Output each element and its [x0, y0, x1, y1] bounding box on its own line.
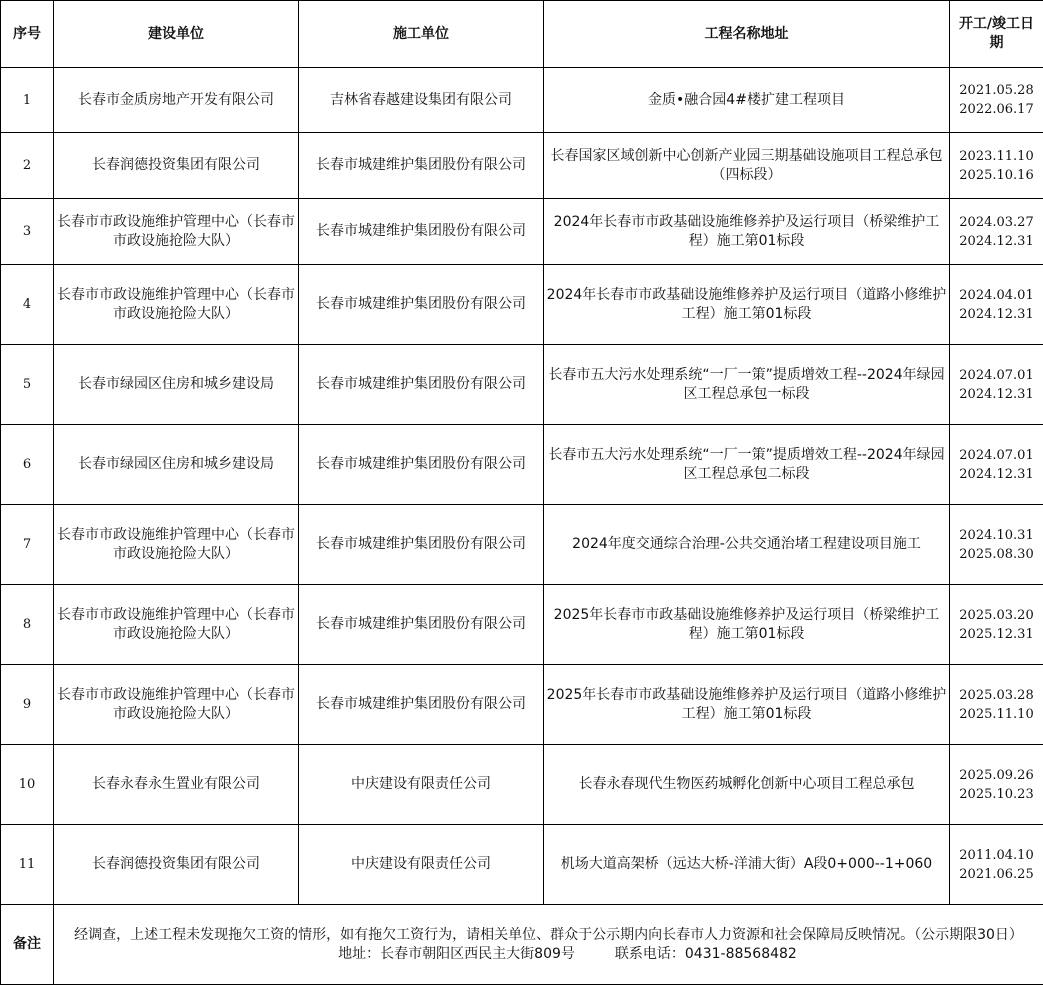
table-body [1, 68, 1043, 905]
row-project: 长春市五大污水处理系统“一厂一策”提质增效工程--2024年绿园区工程总承包二标段 [544, 425, 950, 505]
row-end-date: 2024.12.31 [959, 466, 1034, 482]
row-contractor: 长春市城建维护集团股份有限公司 [299, 505, 544, 585]
note-row [1, 905, 1043, 985]
row-contractor: 中庆建设有限责任公司 [299, 745, 544, 825]
row-end-date: 2025.10.16 [959, 167, 1034, 183]
row-seq: 6 [1, 425, 54, 505]
row-builder: 长春市市政设施维护管理中心（长春市市政设施抢险大队） [54, 265, 299, 345]
row-dates [950, 265, 1043, 345]
row-builder: 长春市市政设施维护管理中心（长春市市政设施抢险大队） [54, 665, 299, 745]
row-contractor: 长春市城建维护集团股份有限公司 [299, 133, 544, 199]
row-project: 2025年长春市市政基础设施维修养护及运行项目（桥梁维护工程）施工第01标段 [544, 585, 950, 665]
row-builder: 长春市市政设施维护管理中心（长春市市政设施抢险大队） [54, 585, 299, 665]
row-project: 2024年长春市市政基础设施维修养护及运行项目（道路小修维护工程）施工第01标段 [544, 265, 950, 345]
table-row [1, 425, 1043, 505]
table-row [1, 133, 1043, 199]
row-seq: 10 [1, 745, 54, 825]
row-dates [950, 199, 1043, 265]
row-start-date: 2024.07.01 [959, 447, 1034, 463]
row-dates [950, 665, 1043, 745]
row-seq: 1 [1, 68, 54, 133]
header-seq: 序号 [1, 1, 54, 68]
row-project: 2024年度交通综合治理-公共交通治堵工程建设项目施工 [544, 505, 950, 585]
row-start-date: 2021.05.28 [959, 83, 1034, 98]
row-start-date: 2024.07.01 [959, 367, 1034, 383]
row-seq: 2 [1, 133, 54, 199]
row-end-date: 2022.06.17 [959, 102, 1034, 117]
row-dates [950, 425, 1043, 505]
table-row [1, 68, 1043, 133]
row-project: 机场大道高架桥（远达大桥-洋浦大街）A段0+000--1+060 [544, 825, 950, 905]
note-content [54, 905, 1043, 985]
table-row [1, 585, 1043, 665]
row-seq: 3 [1, 199, 54, 265]
row-contractor: 吉林省春越建设集团有限公司 [299, 68, 544, 133]
row-project: 长春市五大污水处理系统“一厂一策”提质增效工程--2024年绿园区工程总承包一标段 [544, 345, 950, 425]
row-start-date: 2024.04.01 [959, 287, 1034, 303]
row-contractor: 长春市城建维护集团股份有限公司 [299, 585, 544, 665]
row-contractor: 长春市城建维护集团股份有限公司 [299, 345, 544, 425]
row-builder: 长春市金质房地产开发有限公司 [54, 68, 299, 133]
row-start-date: 2024.03.27 [959, 214, 1034, 230]
row-contractor: 长春市城建维护集团股份有限公司 [299, 425, 544, 505]
note-phone: 联系电话：0431-88568482 [614, 945, 797, 962]
note-text: 经调查，上述工程未发现拖欠工资的情形，如有拖欠工资行为，请相关单位、群众于公示期内向长春市人力资源和社会保障局反映情况。（公示期限30日） [74, 926, 1023, 943]
row-seq: 5 [1, 345, 54, 425]
header-builder: 建设单位 [54, 1, 299, 68]
row-project: 2024年长春市市政基础设施维修养护及运行项目（桥梁维护工程）施工第01标段 [544, 199, 950, 265]
row-start-date: 2025.03.20 [959, 607, 1034, 623]
row-contractor: 长春市城建维护集团股份有限公司 [299, 199, 544, 265]
row-project: 2025年长春市市政基础设施维修养护及运行项目（道路小修维护工程）施工第01标段 [544, 665, 950, 745]
table-row [1, 199, 1043, 265]
row-seq: 11 [1, 825, 54, 905]
header-project: 工程名称地址 [544, 1, 950, 68]
row-project: 金质•融合园4#楼扩建工程项目 [544, 68, 950, 133]
row-end-date: 2024.12.31 [959, 386, 1034, 402]
row-end-date: 2025.12.31 [959, 626, 1034, 642]
note-label: 备注 [1, 905, 54, 985]
row-dates [950, 745, 1043, 825]
table-row [1, 265, 1043, 345]
row-seq: 8 [1, 585, 54, 665]
row-builder: 长春市市政设施维护管理中心（长春市市政设施抢险大队） [54, 199, 299, 265]
row-start-date: 2025.03.28 [959, 687, 1034, 703]
row-seq: 4 [1, 265, 54, 345]
row-end-date: 2024.12.31 [959, 306, 1034, 322]
row-builder: 长春润德投资集团有限公司 [54, 825, 299, 905]
row-builder: 长春市市政设施维护管理中心（长春市市政设施抢险大队） [54, 505, 299, 585]
row-builder: 长春市绿园区住房和城乡建设局 [54, 345, 299, 425]
row-contractor: 中庆建设有限责任公司 [299, 825, 544, 905]
row-dates [950, 825, 1043, 905]
row-dates [950, 68, 1043, 133]
row-start-date: 2024.10.31 [959, 527, 1034, 543]
header-dates: 开工/竣工日期 [950, 1, 1043, 68]
table-row [1, 345, 1043, 425]
row-seq: 9 [1, 665, 54, 745]
row-end-date: 2025.08.30 [959, 546, 1034, 562]
row-start-date: 2025.09.26 [959, 767, 1034, 783]
row-builder: 长春市绿园区住房和城乡建设局 [54, 425, 299, 505]
row-end-date: 2024.12.31 [959, 233, 1034, 249]
row-start-date: 2011.04.10 [959, 847, 1034, 863]
table-row [1, 665, 1043, 745]
table-row [1, 825, 1043, 905]
row-contractor: 长春市城建维护集团股份有限公司 [299, 265, 544, 345]
note-contact [56, 945, 1041, 964]
row-dates [950, 585, 1043, 665]
row-end-date: 2021.06.25 [959, 866, 1034, 882]
row-end-date: 2025.11.10 [959, 706, 1034, 722]
header-contractor: 施工单位 [299, 1, 544, 68]
header-row [1, 1, 1043, 68]
row-dates [950, 505, 1043, 585]
note-address: 地址：长春市朝阳区西民主大街809号 [338, 945, 575, 962]
table-row [1, 505, 1043, 585]
table-row [1, 745, 1043, 825]
row-project: 长春永春现代生物医药城孵化创新中心项目工程总承包 [544, 745, 950, 825]
row-builder: 长春润德投资集团有限公司 [54, 133, 299, 199]
row-contractor: 长春市城建维护集团股份有限公司 [299, 665, 544, 745]
row-project: 长春国家区域创新中心创新产业园三期基础设施项目工程总承包（四标段） [544, 133, 950, 199]
row-seq: 7 [1, 505, 54, 585]
row-dates [950, 345, 1043, 425]
row-builder: 长春永春永生置业有限公司 [54, 745, 299, 825]
row-dates [950, 133, 1043, 199]
row-start-date: 2023.11.10 [959, 148, 1034, 164]
row-end-date: 2025.10.23 [959, 786, 1034, 802]
